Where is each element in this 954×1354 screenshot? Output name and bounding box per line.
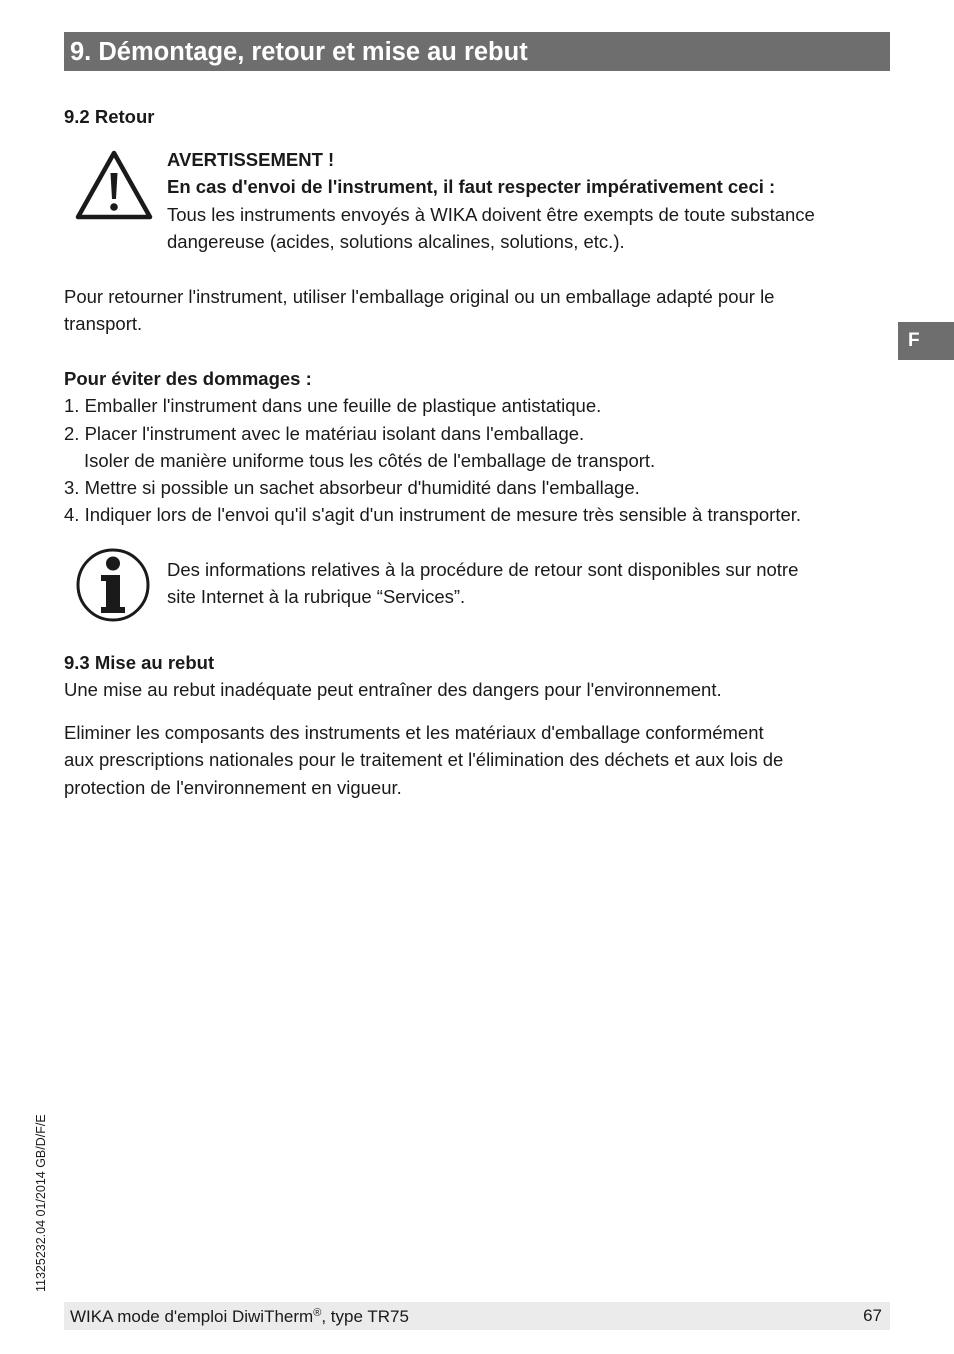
info-block xyxy=(167,556,798,611)
return-paragraph xyxy=(64,283,774,338)
step-item: 1. Emballer l'instrument dans une feuille de plastique antistatique. xyxy=(64,395,602,417)
info-line: Des informations relatives à la procédure de retour sont disponibles sur notre xyxy=(167,559,799,580)
language-tab-label: F xyxy=(908,330,920,351)
page-number: 67 xyxy=(863,1306,882,1325)
warning-intro: En cas d'envoi de l'instrument, il faut respecter impérativement ceci : xyxy=(167,176,776,198)
section-9-2-heading: 9.2 Retour xyxy=(64,106,155,127)
damage-prevention-block xyxy=(64,365,801,529)
warning-label: AVERTISSEMENT ! xyxy=(167,149,335,170)
registered-mark: ® xyxy=(313,1307,322,1319)
language-tab xyxy=(898,322,954,360)
step-item: 4. Indiquer lors de l'envoi qu'il s'agit d'un instrument de mesure très sensible à transporter. xyxy=(64,504,802,526)
warning-triangle-icon xyxy=(74,149,154,221)
paragraph-line: aux prescriptions nationales pour le traitement et l'élimination des déchets et aux lois de xyxy=(64,749,784,771)
document-code: 11325232.04 01/2014 GB/D/F/E xyxy=(34,1114,48,1292)
paragraph-line: transport. xyxy=(64,313,143,335)
paragraph-line: protection de l'environnement en vigueur. xyxy=(64,776,402,798)
info-icon xyxy=(75,547,151,623)
footer-title xyxy=(70,1303,409,1331)
section-title: 9. Démontage, retour et mise au rebut xyxy=(70,38,528,66)
step-item: 3. Mettre si possible un sachet absorbeur d'humidité dans l'emballage. xyxy=(64,477,640,499)
disposal-intro: Une mise au rebut inadéquate peut entraîner des dangers pour l'environnement. xyxy=(64,679,722,701)
page-footer xyxy=(64,1302,890,1330)
section-9-3 xyxy=(64,649,722,704)
footer-text: WIKA mode d'emploi DiwiTherm xyxy=(70,1307,314,1326)
section-header-bar xyxy=(64,32,890,71)
footer-type: , type TR75 xyxy=(321,1307,409,1326)
warning-block xyxy=(167,146,815,255)
step-item: 2. Placer l'instrument avec le matériau isolant dans l'emballage. xyxy=(64,422,585,444)
warning-line: Tous les instruments envoyés à WIKA doivent être exempts de toute substance xyxy=(167,203,815,225)
warning-line: dangereuse (acides, solutions alcalines, solutions, etc.). xyxy=(167,230,625,252)
disposal-paragraph xyxy=(64,719,783,801)
info-line: site Internet à la rubrique “Services”. xyxy=(167,586,466,608)
paragraph-line: Eliminer les composants des instruments et les matériaux d'emballage conformément xyxy=(64,722,764,743)
paragraph-line: Pour retourner l'instrument, utiliser l'emballage original ou un emballage adapté pour le xyxy=(64,286,775,307)
step-item-continuation: Isoler de manière uniforme tous les côtés de l'emballage de transport. xyxy=(84,449,656,471)
section-9-3-heading: 9.3 Mise au rebut xyxy=(64,652,215,673)
damage-heading: Pour éviter des dommages : xyxy=(64,368,312,389)
